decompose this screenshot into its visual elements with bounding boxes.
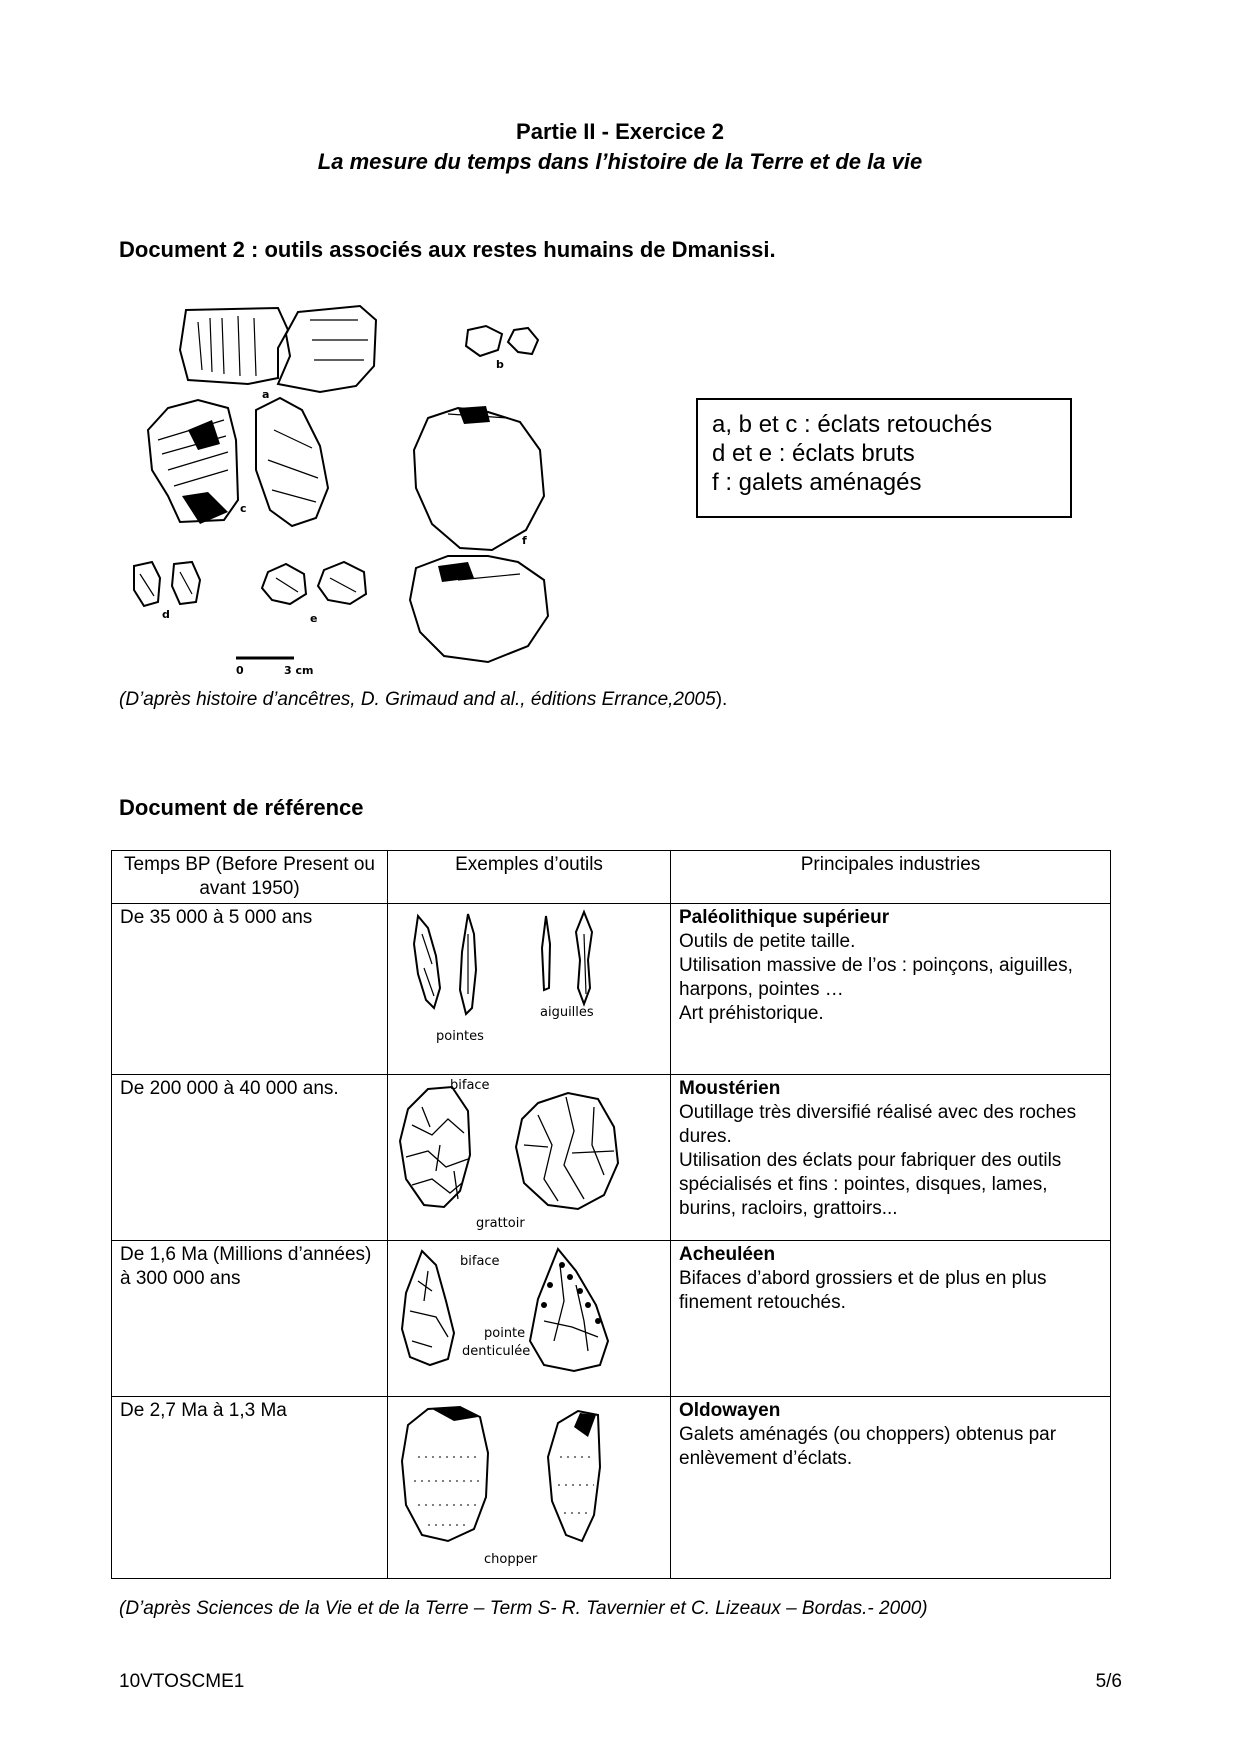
- tool-a-right-drawing: [278, 306, 376, 392]
- tool-e-right-drawing: [318, 562, 366, 604]
- document2-heading: Document 2 : outils associés aux restes humains de Dmanissi.: [119, 237, 776, 262]
- row-time: De 1,6 Ma (Millions d’années) à 300 000 ans: [112, 1241, 388, 1397]
- industry-name: Acheuléen: [679, 1244, 776, 1265]
- drawing-label-chopper: chopper: [484, 1552, 538, 1567]
- exercise-subtitle: La mesure du temps dans l’histoire de la Terre et de la vie: [317, 149, 923, 174]
- row-time: De 200 000 à 40 000 ans.: [112, 1075, 388, 1241]
- table-row: [112, 1397, 1111, 1579]
- drawing-label-denticulee: denticulée: [462, 1344, 531, 1359]
- reference-source: (D’après Sciences de la Vie et de la Terre – Term S- R. Tavernier et C. Lizeaux – Bordas.- 2000): [119, 1598, 928, 1619]
- footer-page-number: 5/6: [1095, 1671, 1122, 1692]
- row-industry: [671, 1075, 1111, 1241]
- upper-paleolithic-tools-drawing: [388, 904, 668, 1072]
- scale-start-label: 0: [236, 664, 244, 677]
- figure-label-d: d: [162, 608, 170, 621]
- drawing-label-pointe: pointe: [484, 1326, 526, 1341]
- table-row: [112, 1241, 1111, 1397]
- reference-heading: Document de référence: [119, 795, 364, 820]
- figure-label-e: e: [310, 612, 318, 625]
- drawing-label-aiguilles: aiguilles: [540, 1005, 594, 1020]
- legend-line: f : galets aménagés: [712, 469, 922, 496]
- document2-source: [119, 688, 727, 712]
- row-industry: [671, 1241, 1111, 1397]
- tool-a-left-drawing: [180, 308, 288, 384]
- drawing-label-grattoir: grattoir: [476, 1216, 525, 1231]
- row-industry: [671, 1397, 1111, 1579]
- footer-code: 10VTOSCME1: [119, 1671, 245, 1692]
- row-time: De 2,7 Ma à 1,3 Ma: [112, 1397, 388, 1579]
- column-header-tools: Exemples d’outils: [388, 851, 671, 904]
- tool-b-left-drawing: [466, 326, 502, 356]
- row-tool-drawings: [388, 1075, 671, 1241]
- column-header-time: Temps BP (Before Present ou avant 1950): [112, 851, 388, 904]
- industry-description-line: Utilisation massive de l’os : poinçons, aiguilles, harpons, pointes …: [679, 955, 1073, 1000]
- legend-line: d et e : éclats bruts: [712, 440, 915, 467]
- document2-source-text: (D’après histoire d’ancêtres, D. Grimaud and al., éditions Errance,2005: [119, 689, 716, 710]
- industry-description-line: Galets aménagés (ou choppers) obtenus par enlèvement d’éclats.: [679, 1424, 1057, 1469]
- industry-description-line: Outils de petite taille.: [679, 931, 856, 952]
- figure-label-c: c: [240, 502, 247, 515]
- figure-legend-box: [696, 398, 1072, 518]
- dmanissi-tools-figure: [128, 300, 598, 680]
- industry-description-line: Art préhistorique.: [679, 1003, 824, 1024]
- mousterian-tools-drawing: [388, 1075, 668, 1239]
- industry-description-line: Outillage très diversifié réalisé avec des roches dures.: [679, 1102, 1077, 1147]
- scale-end-label: 3 cm: [284, 664, 314, 677]
- industry-description-line: Bifaces d’abord grossiers et de plus en plus finement retouchés.: [679, 1268, 1047, 1313]
- row-time: De 35 000 à 5 000 ans: [112, 904, 388, 1075]
- tool-f-bottom-drawing: [410, 556, 548, 662]
- table-row: [112, 1075, 1111, 1241]
- industry-description-line: Utilisation des éclats pour fabriquer des outils spécialisés et fins : pointes, disques, lames, burins, racloirs, grattoirs...: [679, 1150, 1062, 1219]
- drawing-label-biface: biface: [460, 1254, 500, 1269]
- table-header-row: [112, 851, 1111, 904]
- exercise-title: Partie II - Exercice 2: [516, 119, 724, 144]
- column-header-industries: Principales industries: [671, 851, 1111, 904]
- drawing-label-biface: biface: [450, 1078, 490, 1093]
- industry-name: Oldowayen: [679, 1400, 781, 1421]
- industry-name: Moustérien: [679, 1078, 781, 1099]
- row-tool-drawings: [388, 904, 671, 1075]
- row-tool-drawings: [388, 1241, 671, 1397]
- tool-b-right-drawing: [508, 328, 538, 354]
- tool-f-top-drawing: [414, 408, 544, 550]
- document2-source-close: ).: [715, 689, 728, 710]
- drawing-label-pointes: pointes: [436, 1029, 484, 1044]
- row-industry: [671, 904, 1111, 1075]
- legend-line: a, b et c : éclats retouchés: [712, 411, 993, 438]
- tool-e-left-drawing: [262, 564, 306, 604]
- table-row: [112, 904, 1111, 1075]
- reference-table: [111, 850, 1111, 1579]
- figure-label-a: a: [262, 388, 270, 401]
- row-tool-drawings: [388, 1397, 671, 1579]
- figure-label-b: b: [496, 358, 504, 371]
- acheulean-tools-drawing: [388, 1241, 668, 1395]
- tool-c-right-drawing: [256, 398, 328, 526]
- industry-name: Paléolithique supérieur: [679, 907, 890, 928]
- figure-label-f: f: [522, 534, 527, 547]
- oldowan-tools-drawing: [388, 1397, 668, 1577]
